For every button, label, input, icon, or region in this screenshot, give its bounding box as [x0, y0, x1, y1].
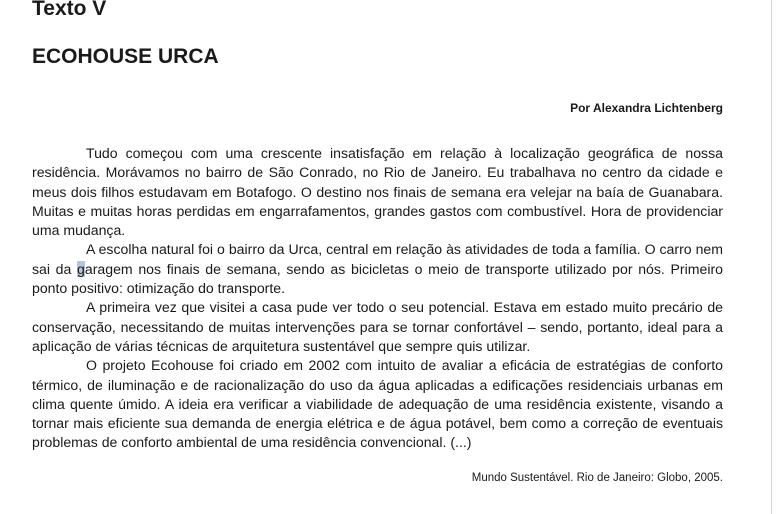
paragraph-1[interactable]: Tudo começou com uma crescente insatisfação em relação à localização geográfica de nossa residência. Morávamos no bairro de São Conrado, no Rio de Janeiro. Eu trabalhava no centro da cidade e meus dois filhos estudavam em Botafogo. O destino nos finais de semana era velejar na baía de Guanabara. Muitas e muitas horas perdidas em engarrafamentos, grandes gastos com combustível. Hora de providenciar uma mudança.: [32, 145, 723, 239]
page-edge-divider: [771, 0, 772, 514]
article-title: ECOHOUSE URCA: [32, 45, 219, 68]
text-selection-highlight[interactable]: g: [77, 260, 85, 277]
article-body[interactable]: [32, 144, 723, 453]
source-citation: Mundo Sustentável. Rio de Janeiro: Globo, 2005.: [471, 472, 723, 484]
paragraph-2-text-before: A escolha natural foi o bairro da Urca, central em relação às atividades de toda a família. O carro nem sai da: [32, 241, 723, 277]
paragraph-2-text-after: aragem nos finais de semana, sendo as bicicletas o meio de transporte utilizado por nós. Primeiro ponto positivo: otimização do transporte.: [32, 260, 723, 297]
paragraph-2[interactable]: [32, 240, 723, 298]
paragraph-3[interactable]: A primeira vez que visitei a casa pude ver todo o seu potencial. Estava em estado muito precário de conservação, necessitando de muitas intervenções para se tornar confortável – sendo, portanto, ideal para a aplicação de várias técnicas de arquitetura sustentável que sempre quis utilizar.: [32, 299, 723, 354]
text-label: Texto V: [32, 0, 107, 20]
author-byline: Por Alexandra Lichtenberg: [570, 101, 723, 115]
paragraph-4[interactable]: O projeto Ecohouse foi criado em 2002 com intuito de avaliar a eficácia de estratégias de conforto térmico, de iluminação e de racionalização do uso da água aplicadas a edificações residenciais urbanas em clima quente úmido. A ideia era verificar a viabilidade de adequação de uma residência existente, visando a tornar mais eficiente sua demanda de energia elétrica e de água potável, bem como a correção de eventuais problemas de conforto ambiental de uma residência convencional. (...): [32, 357, 723, 451]
